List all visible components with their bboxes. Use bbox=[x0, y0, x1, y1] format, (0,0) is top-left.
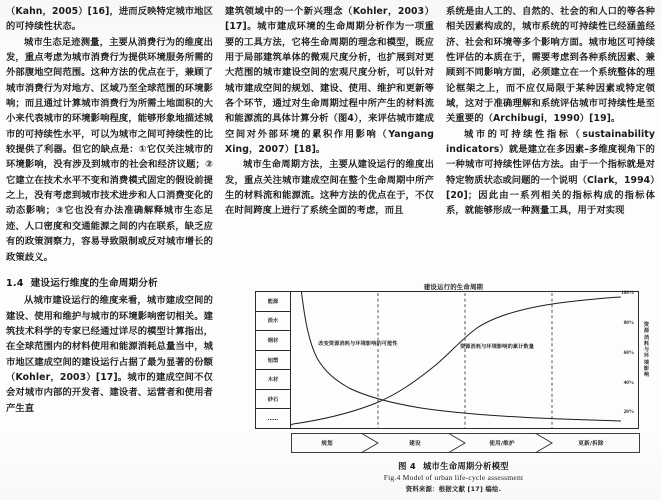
stage-label-construction: 建设 bbox=[409, 440, 421, 447]
caption-figure-number: 图 4 bbox=[398, 461, 416, 471]
figure-4 bbox=[252, 282, 655, 496]
section-heading bbox=[6, 276, 213, 291]
stage-label-planning: 规划 bbox=[321, 440, 333, 447]
caption-zh bbox=[252, 460, 655, 472]
caption-en: Fig.4 Model of urban life-cycle assessment bbox=[383, 473, 524, 482]
series-line-potential bbox=[301, 292, 621, 421]
paragraph: 建筑领域中的一个新兴理念（Kohler，2003）[17]。城市建成环境的生命周期分析作为一项重要的工具方法，它将生命周期的理念和模型，既应用于局部建筑单体的微观尺度分析，也扩展到对更大范围的城市建设空间的宏观尺度分析，可以针对城市建成空间的规划、建设、使用、维护和更新等各个环节，通过对生命周期过程中所产生的材料流和能源流的具体计算分析（图4），来评估城市建成空间对外部环境的累积作用影响（Yangang Xing，2007）[18]。 bbox=[225, 6, 434, 156]
legend-row: 砂石 bbox=[256, 390, 290, 410]
paragraph: 城市的可持续性指标（sustainability indicators）就是建立在多因素–多维度视角下的一种城市可持续性评估方法。由于一个指标就是对特定物质状态或问题的一个说明（Clark，1994）[20]；因此由一系列相关的指标构成的指标体系，就能够形成一种测量工具，用于对实现 bbox=[446, 128, 655, 217]
chart-plot-area bbox=[291, 289, 650, 429]
section-title: 建设运行维度的生命周期分析 bbox=[30, 277, 158, 289]
chart-svg bbox=[291, 289, 639, 430]
caption-source: 资料来源：根据文献 [17] 编绘. bbox=[405, 485, 502, 493]
paragraph: 城市生命周期方法，主要从建设运行的维度出发，重点关注城市建成空间在整个生命周期中所产生的材料流和能源流。这种方法的优点在于，不仅在时间跨度上进行了系统全面的考虑，而且 bbox=[225, 159, 434, 217]
y-tick-60: 60% bbox=[623, 350, 634, 356]
paragraph: 从城市建设运行的维度来看，城市建成空间的建设、使用和维护与城市的环境影响密切相关。建筑技术科学的专家已经通过详尽的模型计算指出，在全球范围内的材料使用和能源消耗总量当中，城市地区建成空间的建设运行占据了最为显著的份额（Kohler，2003）[17]。城市的建成空间不仅会对城市内部的开发者、建设者、运营者和使用者产生直 bbox=[6, 295, 213, 414]
series-line-cumulative bbox=[293, 297, 621, 424]
chart-legend-column bbox=[255, 291, 291, 429]
section-number: 1.4 bbox=[6, 277, 24, 289]
chart-annotation-cumulative: 资源消耗与环境影响的累计数量 bbox=[459, 344, 535, 350]
legend-row: 木材 bbox=[256, 370, 290, 390]
caption-zh-title: 城市生命周期分析模型 bbox=[422, 461, 509, 471]
stage-label-use: 使用/维护 bbox=[489, 440, 515, 447]
legend-row: …… bbox=[267, 415, 279, 422]
chart-title: 建设运行的生命周期 bbox=[423, 283, 484, 291]
figure-caption bbox=[252, 460, 655, 495]
series-baseline bbox=[291, 424, 293, 425]
stage-divider-lines bbox=[378, 293, 552, 429]
y-tick-80: 80% bbox=[623, 320, 634, 326]
y-tick-40: 40% bbox=[623, 380, 634, 386]
legend-row: 钢材 bbox=[256, 331, 290, 351]
paragraph: （Kahn，2005）[16]，进而反映特定城市地区的可持续性状态。 bbox=[6, 6, 213, 33]
paragraph: 系统是由人工的、自然的、社会的和人口的等各种相关因素构成的，城市系统的可持续性已经涵盖经济、社会和环境等多个影响方面。城市地区可持续性评估的本质在于，需要考虑到各种系统因素、兼顾到不同影响方面，必须建立在一个系统整体的理论框架之上，而不应仅局限于某种因素或特定领域，这对于准确理解和系统评估城市可持续性是至关重要的（Archibugi，1990）[19]。 bbox=[446, 6, 655, 125]
paragraph: 城市生态足迹测量，主要从消费行为的维度出发，重点考虑为城市消费行为提供环境服务所需的外部腹地空间范围。这种方法的优点在于，兼顾了城市消费行为对地方、区域乃至全球范围的环境影响；而且通过计算城市消费行为所需土地面积的大小来代表城市的环境影响程度，能够形象地描述城市的可持续性水平，可以为城市之间可持续性的比较提供了利器。但它的缺点是：①它仅关注城市的环境影响，没有涉及到城市的社会和经济议题；②它建立在技术水平不变和消费模式固定的假设前提之上，没有考虑到城市技术进步和人口消费变化的动态影响；③它也没有办法准确解释城市生态足迹、人口密度和交通能源之间的内在联系，缺乏应有的政策洞察力，容易导致限制或反对城市增长的政策歧义。 bbox=[6, 36, 213, 263]
chart-annotation-potential: 改变资源消耗与环境影响的可能性 bbox=[318, 341, 398, 347]
y-tick-100: 100% bbox=[621, 289, 634, 296]
y-axis-label: 资源消耗与环境影响 bbox=[643, 322, 650, 379]
lifecycle-stage-band bbox=[291, 433, 640, 453]
text-column-1 bbox=[0, 0, 219, 500]
stage-label-renewal: 更新/拆除 bbox=[578, 440, 604, 447]
legend-row: 能源 bbox=[256, 292, 290, 312]
legend-row: 铝塑 bbox=[256, 351, 290, 371]
chart-frame bbox=[255, 289, 650, 433]
legend-row: 淡水 bbox=[256, 312, 290, 332]
y-tick-20: 20% bbox=[623, 409, 634, 415]
